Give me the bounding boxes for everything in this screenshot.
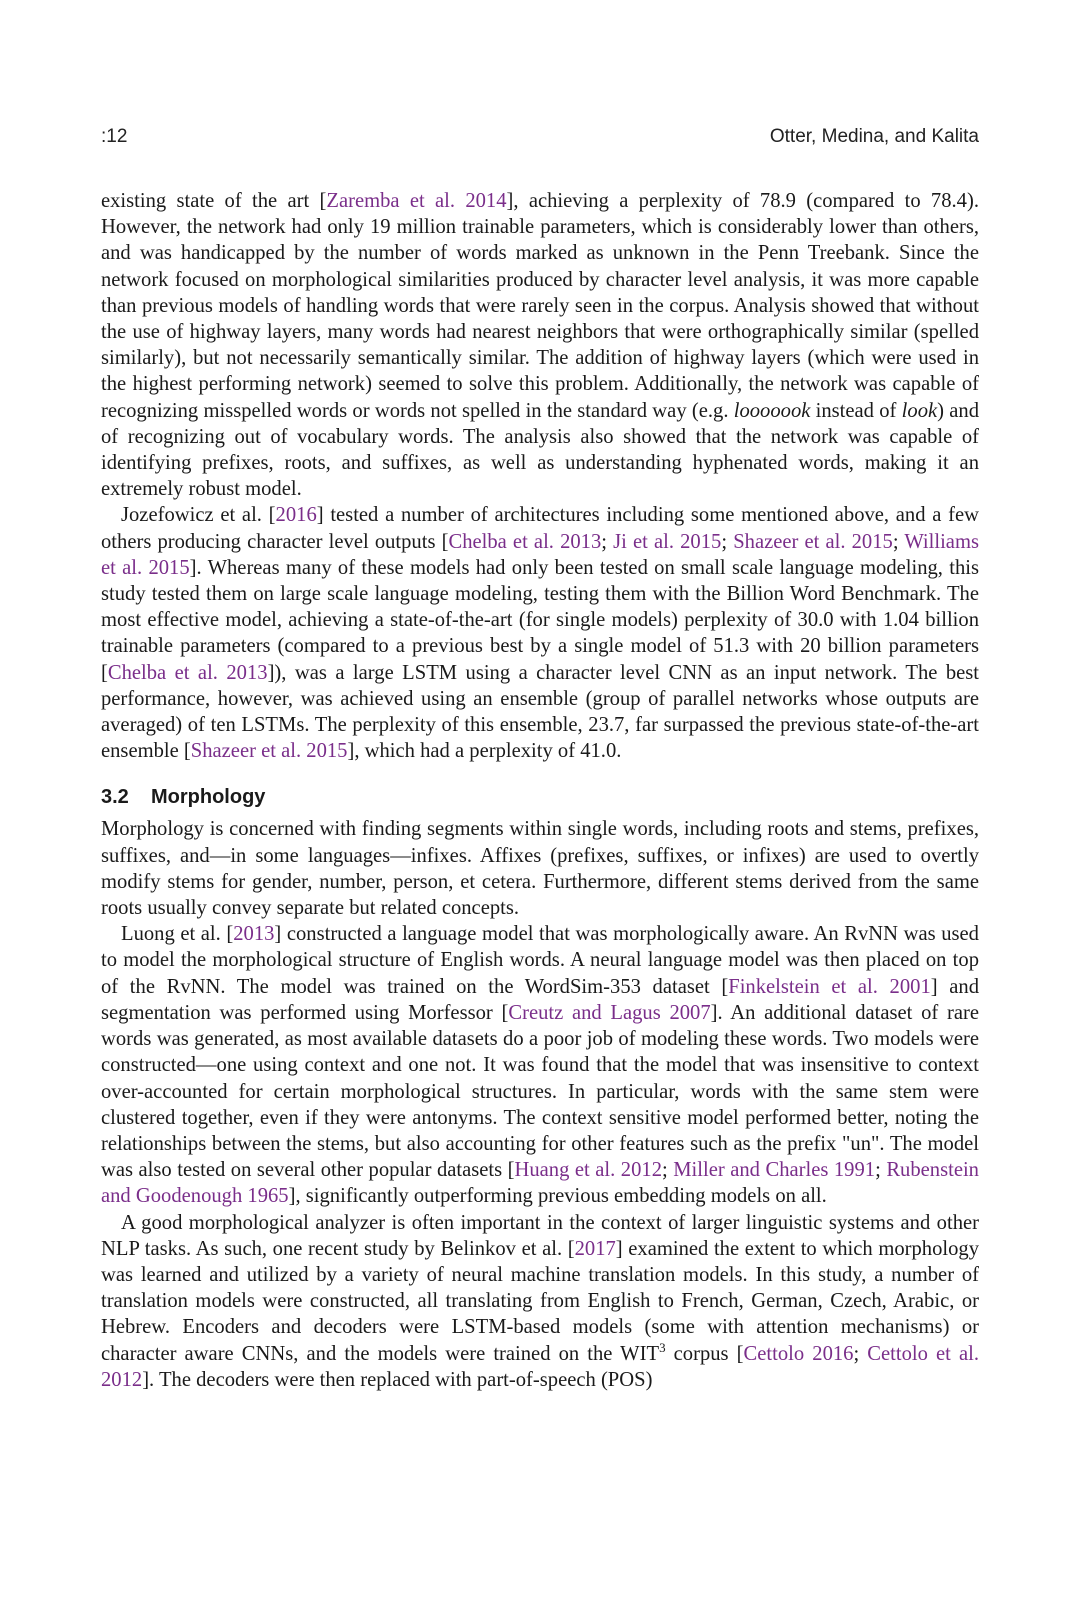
body-text — [101, 188, 979, 1393]
text: ] examined the extent to which morphology was learned and utilized by a variety of neural machine translation models. In this study, a number of translation models were constructed, all translating from English to French, German, Czech, Arabic, or Hebrew. Encoders and decoders were LSTM-based models (some with attention mechanisms) or character aware CNNs, and the models were trained on the WIT — [101, 1237, 979, 1365]
citation-link[interactable]: 2013 — [233, 923, 275, 946]
citation-link[interactable]: 2017 — [574, 1237, 616, 1260]
text: Jozefowicz et al. [ — [121, 504, 276, 527]
text: corpus [ — [665, 1342, 744, 1365]
text: ] and segmentation was performed using Morfessor [ — [101, 975, 979, 1024]
italic-text: look — [901, 399, 938, 422]
citation-link[interactable]: Cettolo et al. 2012 — [101, 1342, 980, 1391]
citation-link[interactable]: 2016 — [275, 504, 317, 527]
text: ; — [875, 1159, 887, 1182]
text: ]. The decoders were then replaced with part-of-speech (POS) — [142, 1368, 653, 1391]
text: ], which had a perplexity of 41.0. — [347, 740, 622, 763]
citation-link[interactable]: Chelba et al. 2013 — [107, 661, 268, 684]
page-number: :12 — [101, 126, 128, 147]
citation-link[interactable]: Ji et al. 2015 — [613, 530, 722, 553]
text: ]), was a large LSTM using a character level CNN as an input network. The best performance, however, was achieved using an ensemble (group of parallel networks whose outputs are averaged) of ten LSTMs. The perplexity of this ensemble, 23.7, far surpassed the previous state-of-the-art ensemble [ — [101, 661, 979, 763]
citation-link[interactable]: Cettolo 2016 — [743, 1342, 854, 1365]
running-header — [101, 126, 979, 156]
text: instead of — [810, 399, 902, 422]
paragraph — [101, 921, 979, 1209]
text: ; — [721, 530, 734, 553]
text: ; — [892, 530, 905, 553]
paragraph — [101, 502, 979, 764]
text: ], significantly outperforming previous embedding models on all. — [288, 1185, 827, 1208]
text: Luong et al. [ — [121, 923, 234, 946]
citation-link[interactable]: Creutz and Lagus 2007 — [508, 1001, 711, 1024]
text: Morphology is concerned with finding segments within single words, including roots and stems, prefixes, suffixes, and—in some languages—infixes. Affixes (prefixes, suffixes, or infixes) are used to overtly modify stems for gender, number, person, et cetera. Furthermore, different stems derived from the same roots usually convey separate but related concepts. — [101, 818, 979, 920]
italic-text: looooook — [733, 399, 811, 422]
citation-link[interactable]: Shazeer et al. 2015 — [733, 530, 893, 553]
text: ; — [853, 1342, 868, 1365]
citation-link[interactable]: Zaremba et al. 2014 — [326, 190, 507, 212]
citation-link[interactable]: Shazeer et al. 2015 — [190, 740, 348, 763]
citation-link[interactable]: Miller and Charles 1991 — [673, 1159, 876, 1182]
section-title: Morphology — [151, 786, 266, 809]
text: ]. Whereas many of these models had only been tested on small scale language modeling, this study tested them on large scale language modeling, testing them with the Billion Word Benchmark. The most effective model, achieving a state-of-the-art (for single models) perplexity of 30.0 with 1.04 billion trainable parameters (compared to a previous best by a single model of 51.3 with 20 billion parameters [ — [101, 556, 979, 684]
text: ], achieving a perplexity of 78.9 (compared to 78.4). However, the network had only 19 million trainable parameters, which is considerably lower than others, and was handicapped by the number of words marked as unknown in the Penn Treebank. Since the network focused on morphological similarities produced by character level analysis, it was more capable than previous models of handling words that were rarely seen in the corpus. Analysis showed that without the use of highway layers, many words had nearest neighbors that were orthographically similar (spelled similarly), but not necessarily semantically similar. The addition of highway layers (which were used in the highest performing network) seemed to solve this problem. Additionally, the network was capable of recognizing misspelled words or words not spelled in the standard way (e.g. — [101, 190, 979, 422]
text: ] tested a number of architectures including some mentioned above, and a few others producing character level outputs [ — [101, 504, 979, 553]
citation-link[interactable]: Williams et al. 2015 — [101, 530, 979, 579]
text: A good morphological analyzer is often important in the context of larger linguistic systems and other NLP tasks. As such, one recent study by Belinkov et al. [ — [101, 1211, 979, 1260]
running-authors: Otter, Medina, and Kalita — [769, 126, 979, 147]
superscript: 3 — [659, 1339, 666, 1355]
citation-link[interactable]: Rubenstein and Goodenough 1965 — [101, 1159, 979, 1208]
text: ] constructed a language model that was morphologically aware. An RvNN was used to model the morphological structure of English words. A neural language model was then placed on top of the RvNN. The model was trained on the WordSim-353 dataset [ — [101, 923, 979, 998]
text: ]. An additional dataset of rare words was generated, as most available datasets do a poor job of modeling these words. Two models were constructed—one using context and one not. It was found that the model that was insensitive to context over-accounted for certain morphological structures. In particular, words with the same stem were clustered together, even if they were antonyms. The context sensitive model performed better, noting the relationships between the stems, but also accounting for other features such as the prefix "un". The model was also tested on several other popular datasets [ — [101, 1001, 979, 1182]
text: ; — [662, 1159, 674, 1182]
paragraph — [101, 816, 979, 921]
paragraph — [101, 188, 979, 502]
text: existing state of the art [ — [101, 190, 327, 212]
section-number: 3.2 — [101, 786, 129, 809]
section-heading — [101, 784, 979, 810]
text: ) and of recognizing out of vocabulary words. The analysis also showed that the network was capable of identifying prefixes, roots, and suffixes, as well as understanding hyphenated words, making it an extremely robust model. — [101, 399, 979, 501]
text: ; — [601, 530, 614, 553]
citation-link[interactable]: Chelba et al. 2013 — [448, 530, 602, 553]
citation-link[interactable]: Finkelstein et al. 2001 — [728, 975, 931, 998]
citation-link[interactable]: Huang et al. 2012 — [514, 1159, 662, 1182]
paragraph — [101, 1210, 979, 1393]
